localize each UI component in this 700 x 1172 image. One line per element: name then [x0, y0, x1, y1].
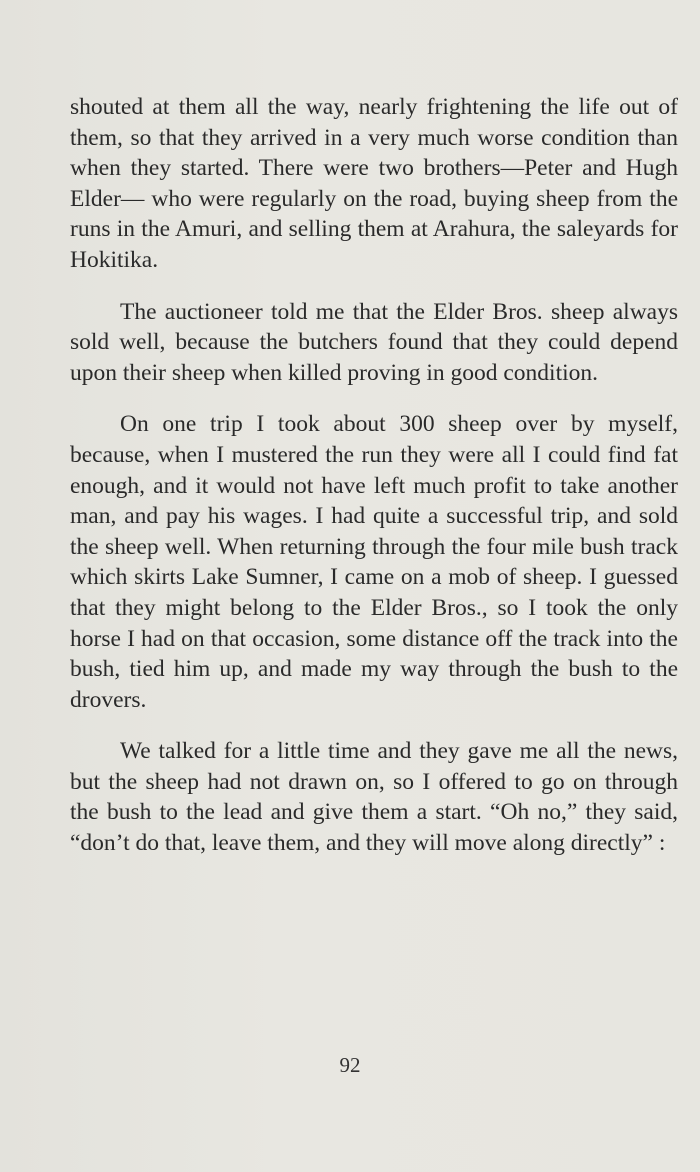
paragraph-4: We talked for a little time and they gave me all the news, but the sheep had not drawn on, so I offered to go on through the bush to the lead and give them a start. “Oh no,” they said, “don’t do that, leave them, and they will move along directly” : [70, 738, 678, 857]
page-number: 92 [339, 1053, 361, 1077]
page-body-text [70, 92, 678, 880]
paragraph-3: On one trip I took about 300 sheep over by myself, because, when I mustered the run they were all I could find fat enough, and it would not have left much profit to take another man, and pay his wages. I had quite a successful trip, and sold the sheep well. When returning through the four mile bush track which skirts Lake Sumner, I came on a mob of sheep. I guessed that they might belong to the Elder Bros., so I took the only horse I had on that occasion, some distance off the track into the bush, tied him up, and made my way through the bush to the drovers. [70, 411, 678, 713]
paragraph-2: The auctioneer told me that the Elder Bros. sheep always sold well, because the butchers found that they could depend upon their sheep when killed proving in good condition. [70, 298, 678, 386]
paragraph-1: shouted at them all the way, nearly frightening the life out of them, so that they arrived in a very much worse condition than when they started. There were two brothers—Peter and Hugh Elder— who were regularly on the road, buying sheep from the runs in the Amuri, and selling them at Arahura, the saleyards for Hokitika. [70, 94, 678, 273]
